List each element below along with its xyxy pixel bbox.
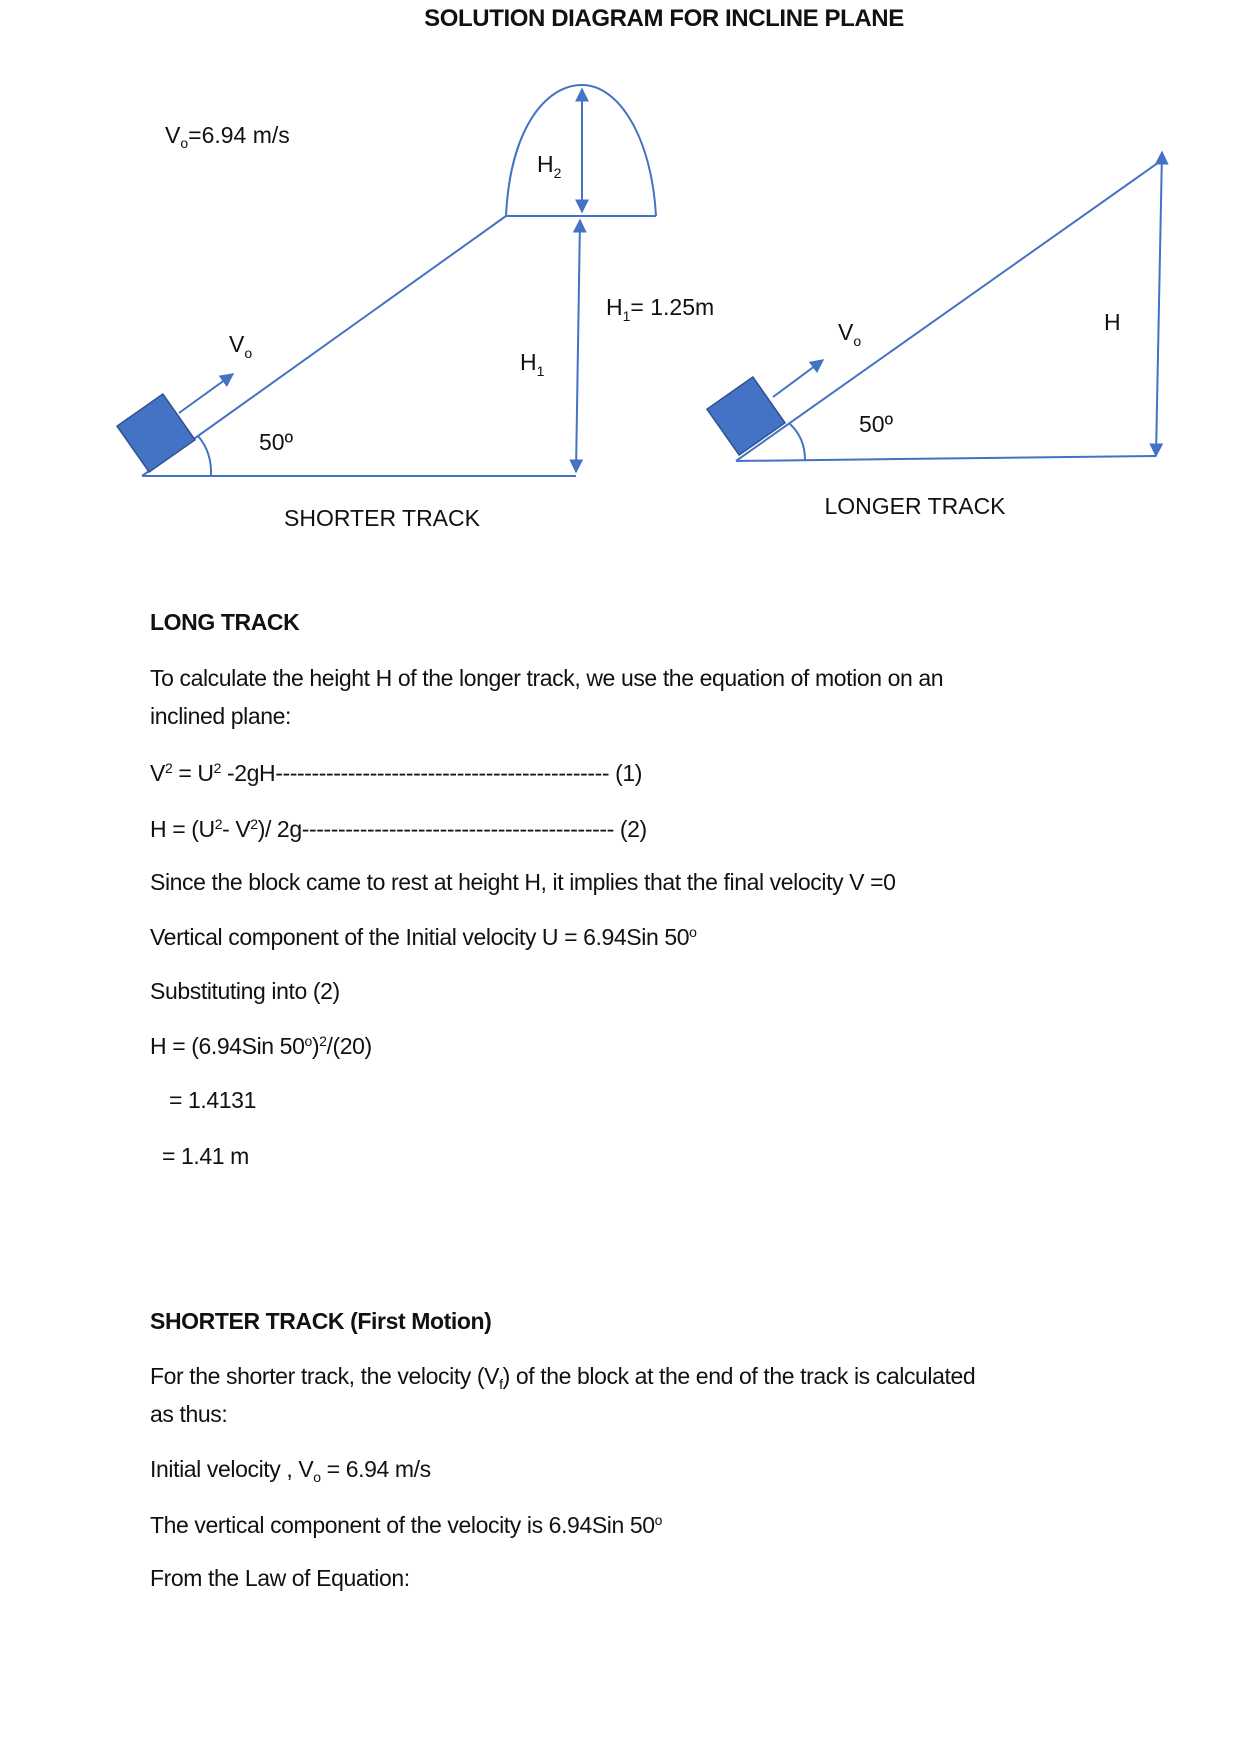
result-1: = 1.4131 [169, 1087, 256, 1113]
shorter-track-heading: SHORTER TRACK (First Motion) [150, 1308, 492, 1334]
shorter-h1-arrow [576, 220, 580, 472]
longer-angle-label: 50º [859, 411, 893, 437]
shorter-block [117, 394, 195, 472]
page-title: SOLUTION DIAGRAM FOR INCLINE PLANE [424, 5, 904, 32]
longer-block [707, 377, 785, 455]
vertical-component-line: Vertical component of the Initial velocity U = 6.94Sin 50$^o$ [150, 924, 697, 950]
longer-incline-line [736, 160, 1162, 461]
shorter-vo-arrow [179, 374, 233, 413]
law-of-equation-line: From the Law of Equation: [150, 1565, 410, 1591]
long-track-intro-2: inclined plane: [150, 703, 292, 729]
long-track-intro-1: To calculate the height H of the longer track, we use the equation of motion on an [150, 665, 944, 691]
longer-h-arrow [1156, 152, 1162, 456]
long-track-heading: LONG TRACK [150, 609, 300, 635]
shorter-track-intro-2: as thus: [150, 1401, 228, 1427]
initial-velocity-label: $V_o=6.94$ m/s [165, 122, 290, 151]
shorter-angle-label: 50º [259, 429, 293, 455]
longer-h-label: H [1104, 309, 1121, 335]
shorter-angle-arc [198, 436, 211, 476]
longer-track-caption: LONGER TRACK [824, 493, 1006, 519]
rest-statement: Since the block came to rest at height H, it implies that the final velocity V =0 [150, 869, 896, 895]
result-2: = 1.41 m [162, 1143, 249, 1169]
incline-diagram [0, 0, 1240, 540]
h-formula: H = (6.94Sin 50$^o$)$^2$/(20) [150, 1033, 372, 1059]
h2-label: $H_2$ [537, 151, 562, 181]
initial-velocity-line: Initial velocity , $V_o = 6.94$ m/s [150, 1456, 431, 1485]
longer-base-line [736, 456, 1156, 461]
h1-label: $H_1$ [520, 349, 545, 379]
shorter-incline-line [142, 216, 506, 476]
shorter-track-caption: SHORTER TRACK [284, 505, 480, 531]
longer-angle-arc [790, 424, 805, 460]
equation-1: $V^2 = U^2$ -2gH---------------------------------------------- (1) [150, 760, 643, 786]
shorter-vertical-component-line: The vertical component of the velocity is 6.94Sin 50$^o$ [150, 1512, 663, 1538]
longer-vo-arrow [773, 360, 823, 397]
substituting-line: Substituting into (2) [150, 978, 340, 1004]
longer-vo-label: $V_o$ [838, 319, 862, 349]
h1-value-label: $H_1= 1.25m$ [606, 294, 715, 324]
equation-2: $H = (U^2-$ $V^2)/$ 2g------------------------------------------- (2) [150, 816, 647, 842]
shorter-track-intro-1: For the shorter track, the velocity $(V_f)$ of the block at the end of the track is calculated [150, 1363, 976, 1392]
shorter-vo-label: $V_o$ [229, 331, 253, 361]
